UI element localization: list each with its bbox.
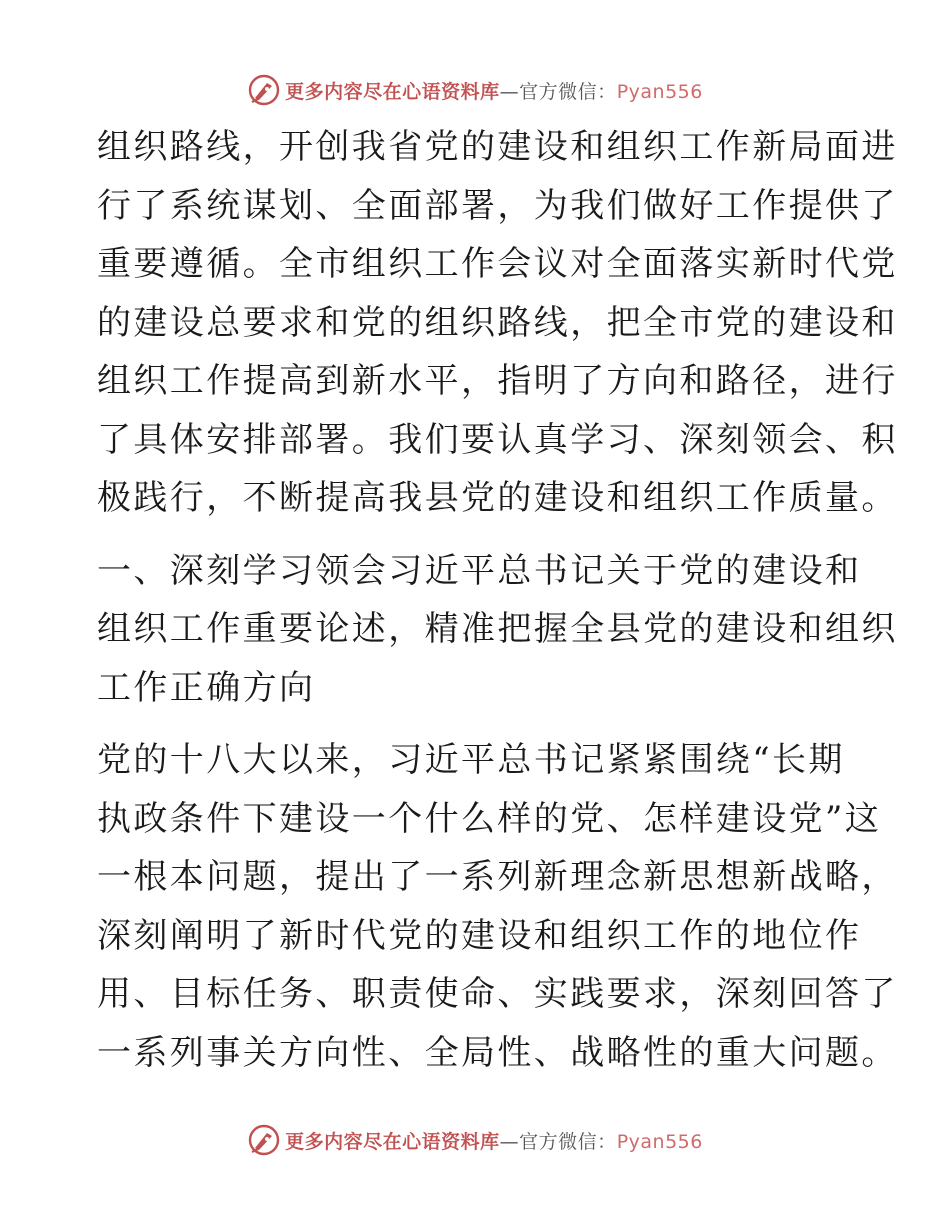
pen-nib-circle-icon (247, 73, 281, 107)
text-line: 组织工作提高到新水平，指明了方向和路径，进行 (97, 361, 898, 401)
text-line: 行了系统谋划、全面部署，为我们做好工作提供了 (97, 185, 898, 226)
heading-line: 工作正确方向 (97, 667, 316, 708)
watermark-wechat-id: Pyan556 (616, 80, 703, 103)
text-line: 一系列事关方向性、全局性、战略性的重大问题。 (97, 1032, 898, 1073)
watermark-official-label: 官方微信： (519, 1130, 617, 1153)
text-line: 极践行，不断提高我县党的建设和组织工作质量。 (97, 478, 898, 518)
text-line: 重要遵循。全市组织工作会议对全面落实新时代党 (97, 244, 898, 284)
watermark-text (285, 1127, 703, 1154)
paragraph-intro (97, 118, 898, 528)
watermark-separator: — (499, 80, 520, 103)
watermark-wechat-id: Pyan556 (616, 1130, 703, 1153)
heading-line: 组织工作重要论述，精准把握全县党的建设和组织 (97, 609, 898, 649)
text-line: 的建设总要求和党的组织路线，把全市党的建设和 (97, 302, 898, 343)
watermark-text (285, 77, 703, 104)
footer-watermark-banner (0, 1120, 950, 1160)
text-line: 用、目标任务、职责使命、实践要求，深刻回答了 (97, 974, 898, 1014)
document-body (97, 118, 898, 1082)
heading-line: 一、深刻学习领会习近平总书记关于党的建设和 (97, 550, 862, 591)
text-line: 一根本问题，提出了一系列新理念新思想新战略， (97, 857, 898, 897)
text-line: 组织路线，开创我省党的建设和组织工作新局面进 (97, 127, 898, 167)
watermark-brand: 更多内容尽在心语资料库 (285, 1130, 500, 1153)
text-line: 了具体安排部署。我们要认真学习、深刻领会、积 (97, 419, 898, 460)
text-line: 深刻阐明了新时代党的建设和组织工作的地位作 (97, 915, 862, 956)
pen-nib-circle-icon (247, 1123, 281, 1157)
text-line: 党的十八大以来，习近平总书记紧紧围绕“长期 (97, 740, 845, 780)
text-line: 执政条件下建设一个什么样的党、怎样建设党”这 (97, 798, 882, 839)
paragraph-gap (97, 528, 857, 542)
paragraph-gap (97, 717, 857, 731)
watermark-official-label: 官方微信： (519, 80, 617, 103)
paragraph-body (97, 731, 898, 1082)
watermark-brand: 更多内容尽在心语资料库 (285, 80, 500, 103)
watermark-separator: — (499, 1130, 520, 1153)
section-heading-1 (97, 542, 898, 718)
header-watermark-banner (0, 70, 950, 110)
